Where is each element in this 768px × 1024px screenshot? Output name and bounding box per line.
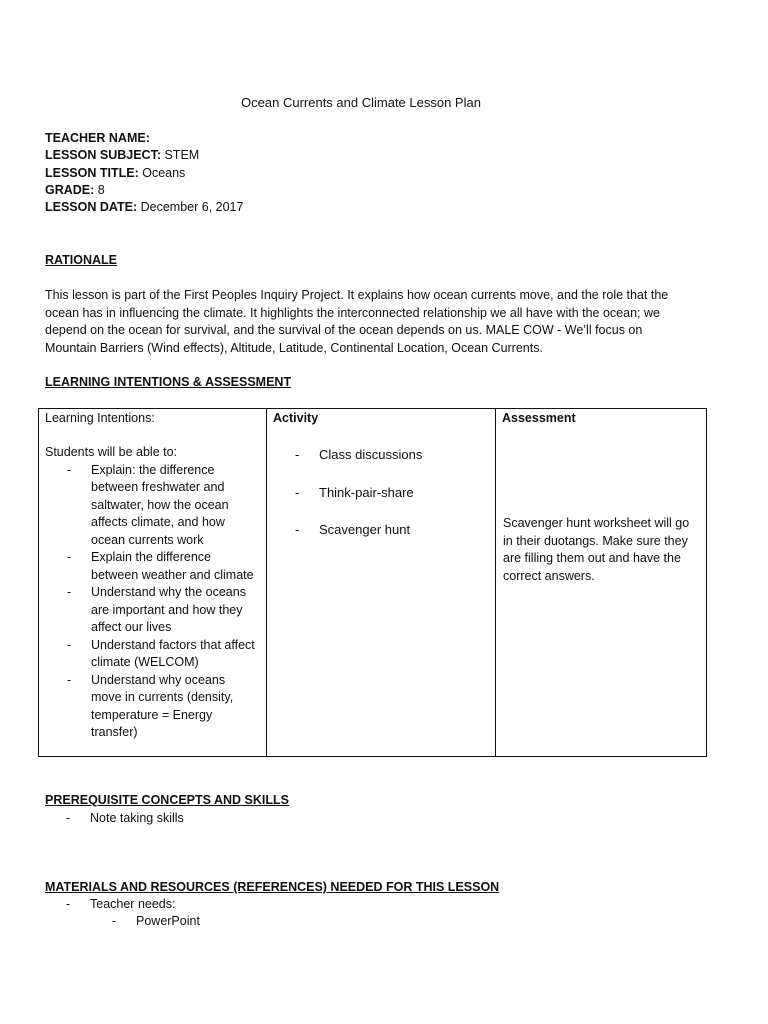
activity-list (267, 446, 495, 539)
intentions-cell (39, 409, 267, 757)
teacher-needs-item (38, 896, 638, 914)
prereq-item: - Note taking skills (38, 810, 638, 828)
activity-item: - Scavenger hunt (267, 521, 495, 539)
subject-label: LESSON SUBJECT: (45, 148, 161, 163)
date-row (45, 199, 243, 216)
intention-item: - Understand why the oceans are important and how they affect our lives (39, 584, 266, 637)
date-label: LESSON DATE: (45, 200, 138, 215)
materials-heading: MATERIALS AND RESOURCES (REFERENCES) NEEDED FOR THIS LESSON (45, 880, 500, 894)
teacher-label: TEACHER NAME: (45, 131, 150, 145)
prereq-list (38, 810, 638, 828)
grade-row (45, 182, 243, 199)
activity-item: - Class discussions (267, 446, 495, 464)
intentions-table (38, 408, 707, 757)
rationale-text: This lesson is part of the First Peoples Inquiry Project. It explains how ocean currents move, and the role that the ocean has in influencing the climate. It highlights the interconnected relationship we all have with the ocean; we depend on the ocean for survival, and the survival of the ocean depends on us. MALE COW - We’ll focus on Mountain Barriers (Wind effects), Altitude, Latitude, Continental Location, Ocean Currents. (45, 288, 669, 355)
subject-row (45, 147, 243, 164)
subject-value: STEM (161, 148, 200, 163)
materials-sublist (84, 913, 584, 931)
document-title: Ocean Currents and Climate Lesson Plan (241, 95, 481, 110)
materials-list (38, 896, 638, 914)
teacher-needs-label: Teacher needs: (90, 897, 176, 911)
date-value: December 6, 2017 (137, 200, 244, 215)
prereq-heading: PREREQUISITE CONCEPTS AND SKILLS (45, 793, 290, 807)
teacher-row (45, 130, 243, 147)
intentions-list (39, 462, 266, 742)
grade-label: GRADE: (45, 182, 95, 197)
lesson-title-label: LESSON TITLE: (45, 165, 139, 180)
intention-item: - Explain: the difference between freshwater and saltwater, how the ocean affects climate, and how ocean currents work (39, 462, 266, 550)
lesson-title-value: Oceans (138, 165, 186, 180)
intention-item: - Explain the difference between weather and climate (39, 549, 266, 584)
assessment-col-header: Assessment (502, 411, 576, 425)
intention-item: - Understand why oceans move in currents (density, temperature = Energy transfer) (39, 672, 266, 742)
assessment-cell (496, 409, 707, 757)
intentions-col-header: Learning Intentions: (45, 411, 155, 425)
intention-item: - Understand factors that affect climate (WELCOM) (39, 637, 266, 672)
grade-value: 8 (94, 182, 105, 197)
students-intro: Students will be able to: (45, 445, 178, 459)
lesson-meta (45, 130, 243, 216)
rationale-heading: RATIONALE (45, 253, 117, 267)
activity-cell (267, 409, 496, 757)
assessment-text: Scavenger hunt worksheet will go in their duotangs. Make sure they are filling them out and have the correct answers. (503, 516, 690, 583)
lesson-title-row (45, 165, 243, 182)
activity-col-header: Activity (273, 411, 319, 425)
material-subitem: - PowerPoint (84, 913, 584, 931)
activity-item: - Think-pair-share (267, 484, 495, 502)
intentions-heading: LEARNING INTENTIONS & ASSESSMENT (45, 375, 292, 389)
